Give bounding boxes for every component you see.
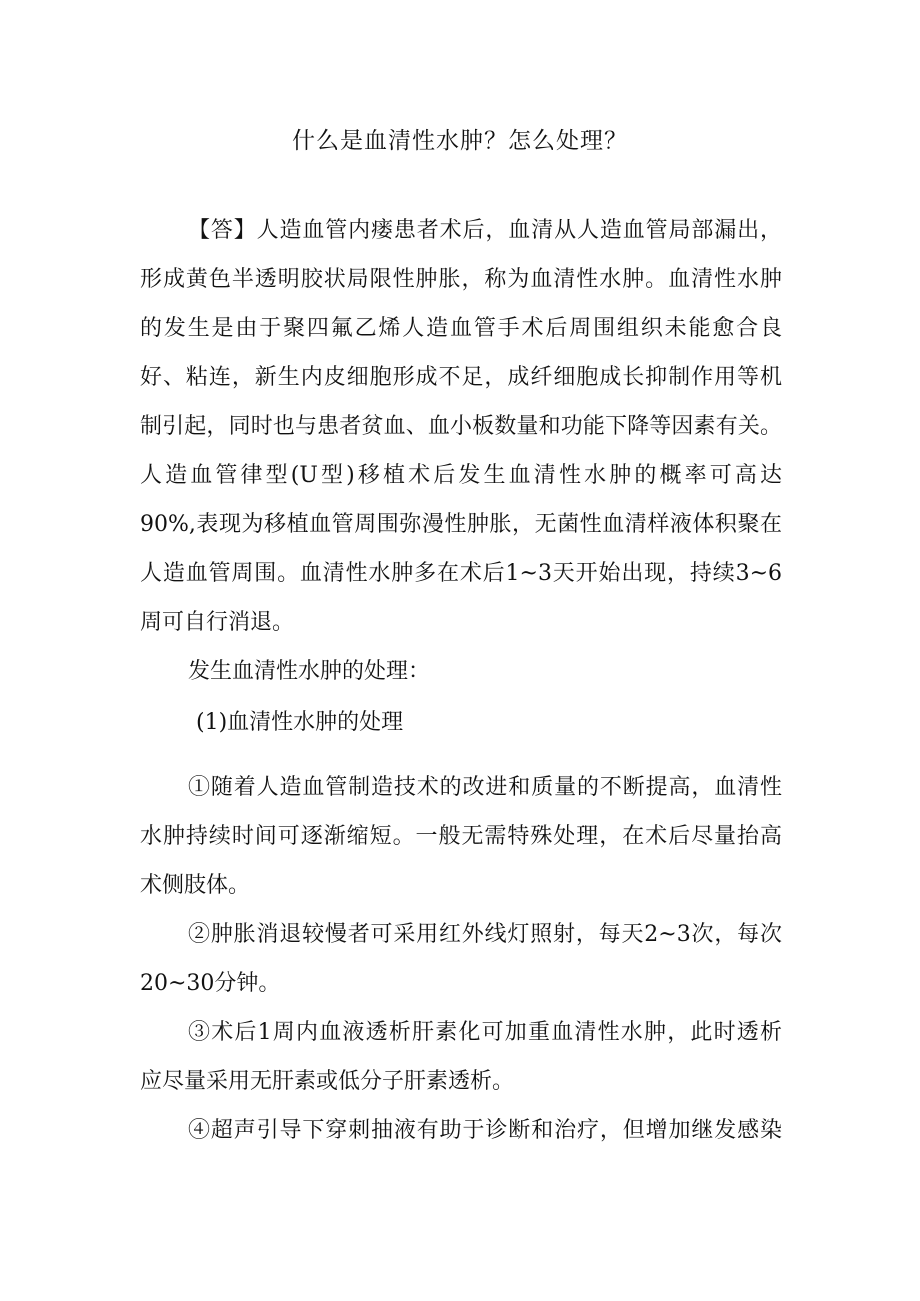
item-1-line-3: 术侧肢体。	[140, 873, 251, 898]
answer-line-8: 人造血管周围。血清性水肿多在术后1~3天开始出现，持续3~6	[140, 561, 782, 586]
document-title: 什么是血清性水肿？怎么处理？	[292, 128, 628, 154]
answer-line-4: 好、粘连，新生内皮细胞形成不足，成纤细胞成长抑制作用等机	[140, 365, 782, 390]
item-2-line-1: ②肿胀消退较慢者可采用红外线灯照射，每天2~3次，每次	[188, 922, 782, 947]
answer-line-3: 的发生是由于聚四氟乙烯人造血管手术后周围组织未能愈合良	[140, 316, 782, 341]
item-3-line-1: ③术后1周内血液透析肝素化可加重血清性水肿，此时透析	[188, 1020, 782, 1045]
item-1-line-2: 水肿持续时间可逐渐缩短。一般无需特殊处理，在术后尽量抬高	[140, 824, 782, 849]
answer-line-1: 【答】人造血管内瘘患者术后，血清从人造血管局部漏出，	[188, 218, 782, 243]
answer-line-2: 形成黄色半透明胶状局限性肿胀，称为血清性水肿。血清性水肿	[140, 267, 782, 292]
item-4-line-1: ④超声引导下穿刺抽液有助于诊断和治疗，但增加继发感染	[188, 1118, 782, 1143]
item-1-line-1: ①随着人造血管制造技术的改进和质量的不断提高，血清性	[188, 775, 782, 800]
item-3-line-2: 应尽量采用无肝素或低分子肝素透析。	[140, 1069, 515, 1094]
item-2-line-2: 20~30分钟。	[140, 971, 281, 996]
answer-line-9: 周可自行消退。	[140, 610, 295, 635]
treatment-heading: 发生血清性水肿的处理：	[188, 659, 431, 684]
subheading: (1)血清性水肿的处理	[196, 710, 404, 735]
answer-line-6: 人造血管律型(U型)移植术后发生血清性水肿的概率可高达	[140, 463, 782, 488]
answer-line-7: 90%,表现为移植血管周围弥漫性肿胀，无菌性血清样液体积聚在	[140, 512, 782, 537]
answer-line-5: 制引起，同时也与患者贫血、血小板数量和功能下降等因素有关。	[140, 414, 782, 439]
